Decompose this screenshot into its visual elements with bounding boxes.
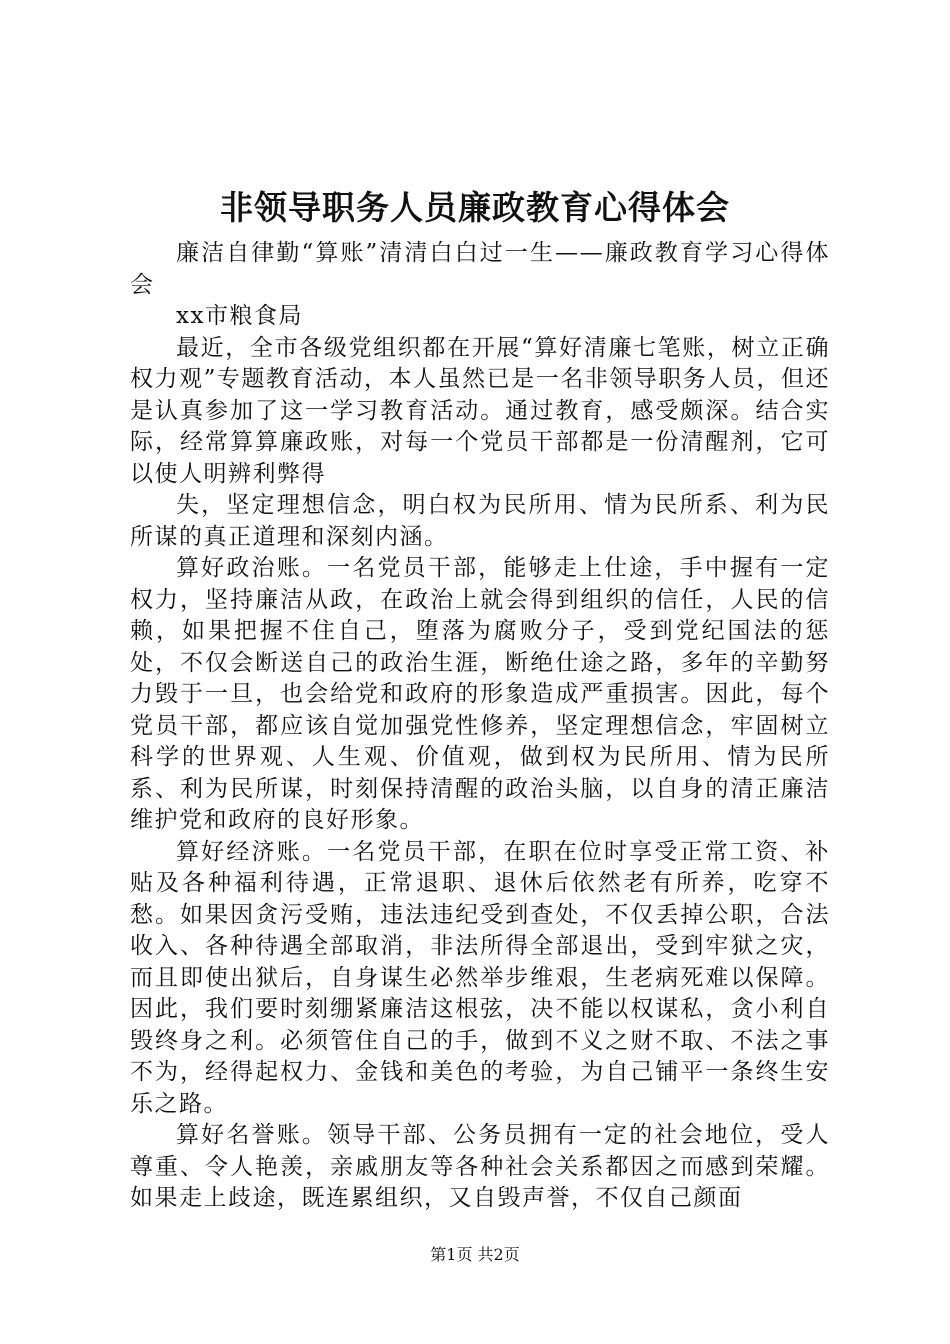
document-title: 非领导职务人员廉政教育心得体会 (220, 188, 730, 227)
document-subtitle: 廉洁自律勤“算账”清清白白过一生——廉政教育学习心得体会 (130, 240, 830, 298)
body-paragraph: 算好名誉账。领导干部、公务员拥有一定的社会地位，受人尊重、令人艳羡，亲戚朋友等各种社会关系都因之而感到荣耀。如果走上歧途，既连累组织，又自毁声誉，不仅自己颜面 (130, 1122, 830, 1211)
body-paragraph: 最近，全市各级党组织都在开展“算好清廉七笔账，树立正确权力观”专题教育活动，本人虽然已是一名非领导职务人员，但还是认真参加了这一学习教育活动。通过教育，感受颇深。结合实际，经常算算廉政账，对每一个党员干部都是一份清醒剂，它可以使人明辨利弊得 (130, 334, 830, 487)
page-indicator: 第1页 共2页 (430, 1245, 520, 1264)
body-paragraph: 失，坚定理想信念，明白权为民所用、情为民所系、利为民所谋的真正道理和深刻内涵。 (130, 492, 830, 550)
body-paragraph: 算好政治账。一名党员干部，能够走上仕途，手中握有一定权力，坚持廉洁从政，在政治上就会得到组织的信任，人民的信赖，如果把握不住自己，堕落为腐败分子，受到党纪国法的惩处，不仅会断送自己的政治生涯，断绝仕途之路，多年的辛勤努力毁于一旦，也会给党和政府的形象造成严重损害。因此，每个党员干部，都应该自觉加强党性修养，坚定理想信念，牢固树立科学的世界观、人生观、价值观，做到权为民所用、情为民所系、利为民所谋，时刻保持清醒的政治头脑，以自身的清正廉洁维护党和政府的良好形象。 (130, 555, 830, 833)
page-footer (0, 1243, 950, 1267)
body-paragraph: 算好经济账。一名党员干部，在职在位时享受正常工资、补贴及各种福利待遇，正常退职、退休后依然老有所养，吃穿不愁。如果因贪污受贿，违法违纪受到查处，不仅丢掉公职，合法收入、各种待遇全部取消，非法所得全部退出，受到牢狱之灾，而且即使出狱后，自身谋生必然举步维艰，生老病死难以保障。因此，我们要时刻绷紧廉洁这根弦，决不能以权谋私，贪小利自毁终身之利。必须管住自己的手，做到不义之财不取、不法之事不为，经得起权力、金钱和美色的考验，为自己铺平一条终生安乐之路。 (130, 838, 830, 1117)
organization-name: xx市粮食局 (176, 303, 303, 329)
document-body (130, 238, 830, 1215)
